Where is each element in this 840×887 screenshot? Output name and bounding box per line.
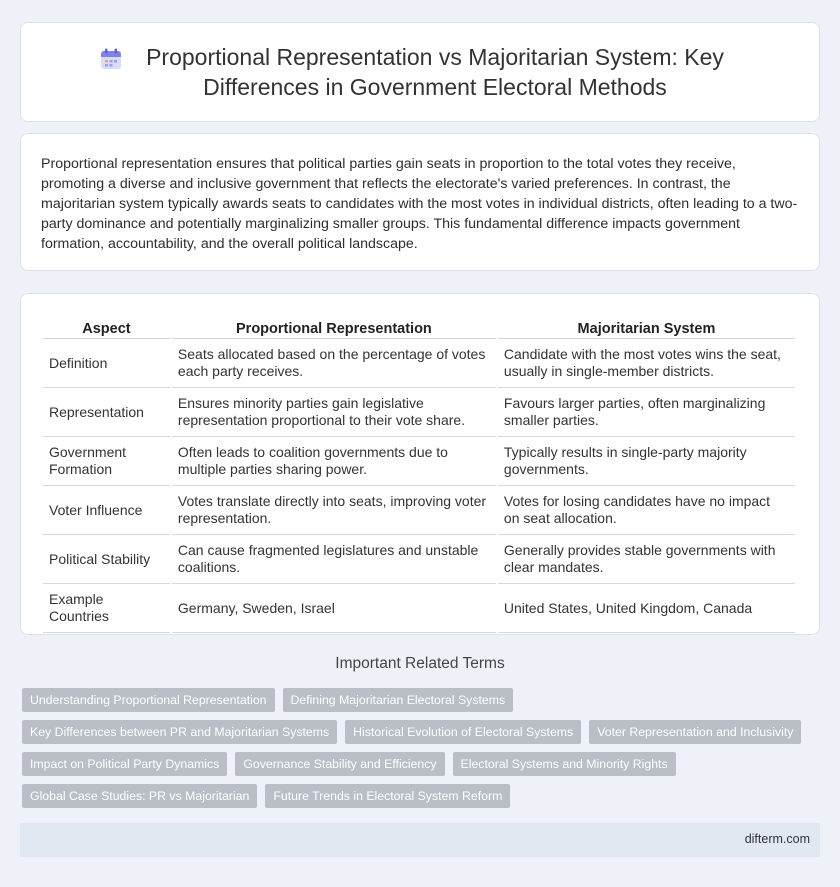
row-proportional: Can cause fragmented legislatures and unstable coalitions.	[172, 535, 496, 584]
intro-card	[20, 133, 820, 271]
table-row	[43, 388, 795, 437]
row-aspect: Definition	[43, 339, 170, 388]
row-majoritarian: Favours larger parties, often marginalizing smaller parties.	[498, 388, 795, 437]
row-proportional: Germany, Sweden, Israel	[172, 584, 496, 633]
row-proportional: Votes translate directly into seats, improving voter representation.	[172, 486, 496, 535]
related-term-tag[interactable]: Future Trends in Electoral System Reform	[265, 784, 510, 808]
related-term-tag[interactable]: Global Case Studies: PR vs Majoritarian	[22, 784, 257, 808]
row-proportional: Often leads to coalition governments due to multiple parties sharing power.	[172, 437, 496, 486]
related-terms-title: Important Related Terms	[335, 655, 505, 672]
footer-site-link[interactable]: difterm.com	[744, 832, 810, 846]
row-aspect: Voter Influence	[43, 486, 170, 535]
row-majoritarian: United States, United Kingdom, Canada	[498, 584, 795, 633]
table-row	[43, 437, 795, 486]
row-aspect: Government Formation	[43, 437, 170, 486]
row-majoritarian: Candidate with the most votes wins the seat, usually in single-member districts.	[498, 339, 795, 388]
related-term-tag[interactable]: Key Differences between PR and Majoritarian Systems	[22, 720, 337, 744]
comparison-table-card	[20, 293, 820, 635]
title-card	[20, 22, 820, 122]
row-aspect: Representation	[43, 388, 170, 437]
comparison-table	[41, 314, 797, 633]
related-term-tag[interactable]: Governance Stability and Efficiency	[235, 752, 444, 776]
header-aspect: Aspect	[43, 314, 170, 339]
intro-paragraph: Proportional representation ensures that political parties gain seats in proportion to the total votes they receive, promoting a diverse and inclusive government that reflects the electorate's varied preferences. In contrast, the majoritarian system typically awards seats to candidates with the most votes in individual districts, often leading to a two-party dominance and potentially marginalizing smaller groups. This fundamental difference impacts government formation, accountability, and the overall political landscape.	[41, 156, 798, 252]
table-header-row	[43, 314, 795, 339]
header-majoritarian: Majoritarian System	[498, 314, 795, 339]
table-row	[43, 535, 795, 584]
row-proportional: Ensures minority parties gain legislative representation proportional to their vote share.	[172, 388, 496, 437]
related-term-tag[interactable]: Understanding Proportional Representation	[22, 688, 275, 712]
header-proportional: Proportional Representation	[172, 314, 496, 339]
table-row	[43, 486, 795, 535]
table-row	[43, 339, 795, 388]
row-aspect: Political Stability	[43, 535, 170, 584]
row-majoritarian: Generally provides stable governments with clear mandates.	[498, 535, 795, 584]
related-term-tag[interactable]: Electoral Systems and Minority Rights	[453, 752, 676, 776]
page-title: Proportional Representation vs Majoritarian System: Key Differences in Government Electoral Methods	[146, 44, 724, 100]
related-term-tag[interactable]: Voter Representation and Inclusivity	[589, 720, 801, 744]
row-proportional: Seats allocated based on the percentage of votes each party receives.	[172, 339, 496, 388]
related-term-tag[interactable]: Impact on Political Party Dynamics	[22, 752, 227, 776]
row-majoritarian: Typically results in single-party majority governments.	[498, 437, 795, 486]
footer	[20, 823, 820, 857]
related-term-tag[interactable]: Defining Majoritarian Electoral Systems	[283, 688, 514, 712]
row-majoritarian: Votes for losing candidates have no impact on seat allocation.	[498, 486, 795, 535]
related-term-tag[interactable]: Historical Evolution of Electoral Systems	[345, 720, 581, 744]
row-aspect: Example Countries	[43, 584, 170, 633]
table-row	[43, 584, 795, 633]
related-terms-list	[22, 688, 822, 808]
